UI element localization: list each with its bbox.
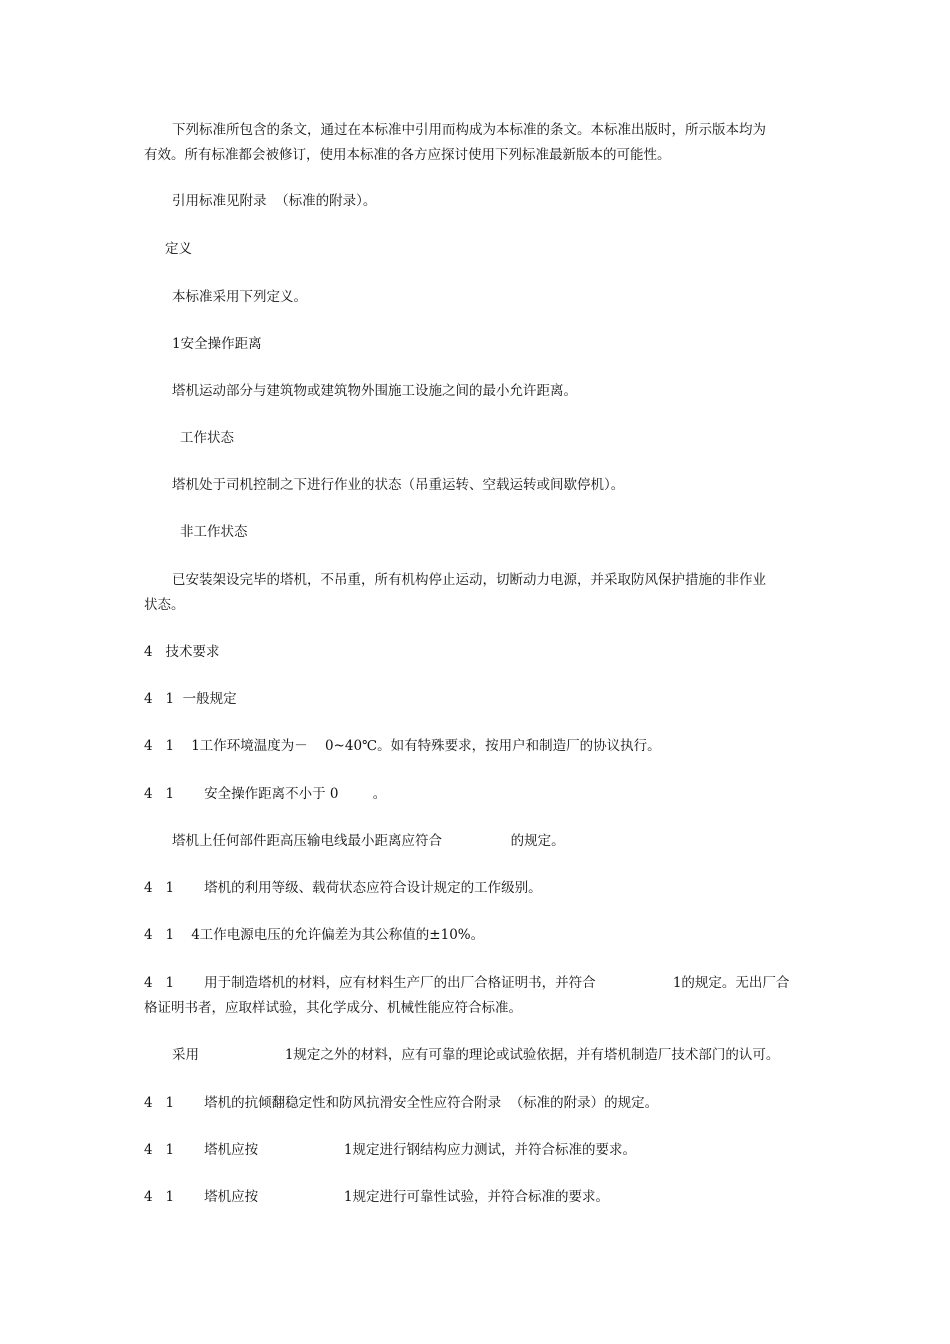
section-heading: 4 1 一般规定 [144, 691, 237, 707]
paragraph-line: 4 1 1工作环境温度为－ 0~40℃。如有特殊要求，按用户和制造厂的协议执行。 [144, 738, 661, 754]
paragraph-line: 4 1 塔机应按 1规定进行钢结构应力测试，并符合标准的要求。 [144, 1142, 637, 1158]
term-heading: 工作状态 [180, 430, 234, 446]
paragraph-line: 4 1 安全操作距离不小于 0 。 [144, 786, 387, 802]
paragraph-line: 塔机上任何部件距高压输电线最小距离应符合 的规定。 [172, 833, 565, 849]
paragraph-line: 已安装架设完毕的塔机，不吊重，所有机构停止运动，切断动力电源，并采取防风保护措施的非作业 [172, 572, 766, 588]
paragraph-line: 4 1 塔机的抗倾翻稳定性和防风抗滑安全性应符合附录 （标准的附录）的规定。 [144, 1095, 659, 1111]
paragraph-line: 塔机处于司机控制之下进行作业的状态（吊重运转、空载运转或间歇停机）。 [172, 477, 625, 493]
paragraph-line: 引用标准见附录 （标准的附录）。 [172, 193, 377, 209]
paragraph-line: 4 1 塔机应按 1规定进行可靠性试验，并符合标准的要求。 [144, 1189, 610, 1205]
paragraph-line: 塔机运动部分与建筑物或建筑物外围施工设施之间的最小允许距离。 [172, 383, 577, 399]
section-heading: 定义 [165, 241, 192, 257]
term-heading: 1安全操作距离 [172, 336, 262, 352]
paragraph-line: 4 1 4工作电源电压的允许偏差为其公称值的±10%。 [144, 927, 485, 943]
paragraph-line: 有效。所有标准都会被修订，使用本标准的各方应探讨使用下列标准最新版本的可能性。 [144, 147, 671, 163]
section-heading: 4 技术要求 [144, 644, 220, 660]
paragraph-line: 格证明书者，应取样试验，其化学成分、机械性能应符合标准。 [144, 1000, 522, 1016]
paragraph-line: 4 1 塔机的利用等级、载荷状态应符合设计规定的工作级别。 [144, 880, 542, 896]
paragraph-line: 本标准采用下列定义。 [172, 289, 307, 305]
paragraph-line: 下列标准所包含的条文，通过在本标准中引用而构成为本标准的条文。本标准出版时，所示版本均为 [172, 122, 766, 138]
paragraph-line: 4 1 用于制造塔机的材料，应有材料生产厂的出厂合格证明书，并符合 1的规定。无出厂合 [144, 975, 790, 991]
paragraph-line: 状态。 [144, 597, 185, 613]
term-heading: 非工作状态 [180, 524, 248, 540]
paragraph-line: 采用 1规定之外的材料，应有可靠的理论或试验依据，并有塔机制造厂技术部门的认可。 [172, 1047, 780, 1063]
